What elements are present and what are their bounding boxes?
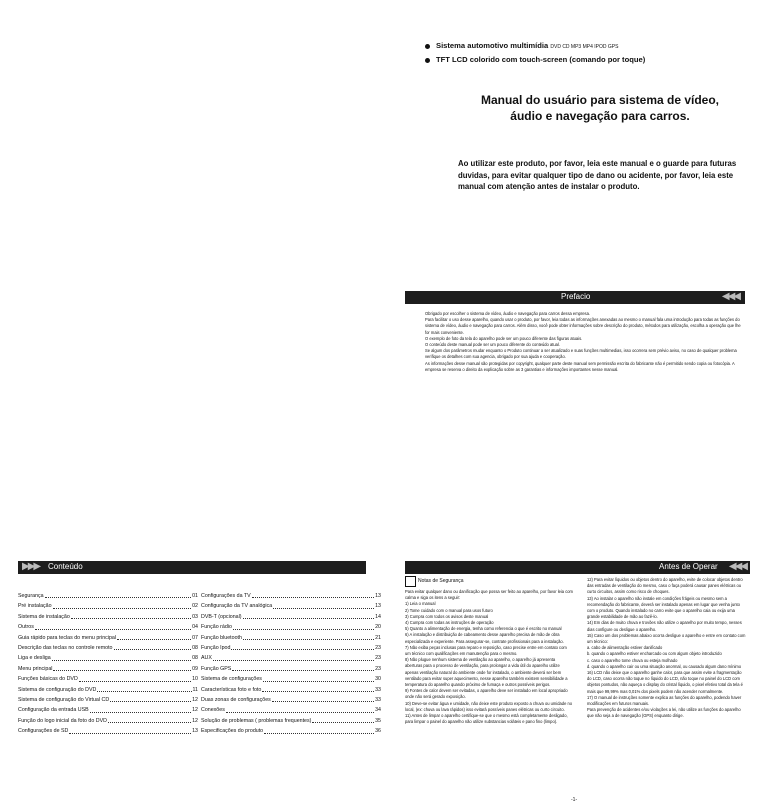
toc-entry-title: Conexões (201, 707, 225, 714)
toc-entry-title: Funções básicas do DVD (18, 676, 78, 683)
toc-leader (312, 716, 374, 723)
antes-title: Antes de Operar (659, 562, 718, 571)
bullet-item (425, 55, 755, 64)
conteudo-header-bar (18, 561, 366, 574)
safety-note: 14) Em dias de muito chuva e trovões não utilize o aparelho por muito tempo, nesses dias configure ou desligue o aparelho. (587, 620, 742, 632)
toc-entry (201, 612, 381, 622)
prefacio-paragraph: Para facilitar o uso desse aparelho, quando usar o produto, por favor, leia todas as informações anexadas ao mesmo o manual fala uma introdução para todas as funções do sistema de vídeo, áudio e navegação para carros. Além disso, você pode obter informações sobre descrição do produto, métodos para utilização, escolha a operação que lhe for mais conveniente. (425, 317, 741, 335)
toc-entry-page: 13 (375, 603, 381, 610)
toc-entry (201, 664, 381, 674)
toc-entry (201, 591, 381, 601)
toc-entry-page: 33 (375, 686, 381, 693)
toc-leader (232, 664, 374, 671)
manual-title (455, 92, 745, 124)
toc-entry (18, 685, 198, 695)
toc-entry-page: 09 (192, 665, 198, 672)
conteudo-title: Conteúdo (48, 562, 83, 571)
prefacio-paragraph: O conteúdo deste manual pode ser um pouco diferente do conteúdo atual. (425, 342, 560, 348)
safety-note: 12) Para evitar líquidos ou objetos dentro do aparelho, evite de colocar objetos dentro das entradas de ventilação do mesmo, caso o faça poderá causar panes elétricas ou curto circuitos, assim como risco de choques. (587, 577, 743, 595)
toc-entry-page: 23 (375, 655, 381, 662)
toc-leader (231, 643, 374, 650)
toc-leader (243, 633, 374, 640)
toc-entry-page: 12 (192, 717, 198, 724)
toc-entry-page: 13 (192, 728, 198, 735)
toc-entry (18, 622, 198, 632)
toc-right-column (201, 591, 381, 737)
toc-entry-title: Configuração da TV analógica (201, 603, 273, 610)
toc-entry (201, 726, 381, 736)
toc-leader (117, 633, 191, 640)
toc-entry (18, 612, 198, 622)
toc-leader (213, 653, 374, 660)
prefacio-header-bar (405, 291, 745, 304)
toc-entry-title: Duas zonas de configurações (201, 697, 271, 704)
cover-bullets (425, 41, 755, 69)
toc-leader (273, 601, 374, 608)
toc-leader (263, 674, 374, 681)
toc-leader (233, 622, 374, 629)
toc-entry-page: 35 (375, 717, 381, 724)
prefacio-paragraph: Obrigado por escolher o sistema de vídeo, áudio e navegação para carros dessa empresa. (425, 311, 590, 316)
toc-leader (262, 685, 374, 692)
toc-entry (201, 643, 381, 653)
toc-entry-title: Liga e desliga (18, 655, 51, 662)
safety-note: 5) Quanto a alimentação de energia, tenha como referencia o que é escrito no manual (405, 626, 562, 632)
toc-entry-title: Função GPS (201, 665, 232, 672)
toc-entry-title: Especificações do produto (201, 728, 264, 735)
antes-column-2 (587, 577, 747, 720)
toc-leader (252, 591, 374, 598)
toc-entry-page: 11 (192, 686, 198, 693)
toc-leader (71, 612, 191, 619)
prefacio-paragraph: As informações desse manual são protegidas por copyright, qualquer parte deste manual sem permissão escrita do fabricante não é permitido sendo copia ou fotocópia. A empresa se reserva o direito da explicação sobre as 3 garantias e informações importantes nesse manual. (425, 360, 735, 372)
safety-note: 2) Tome cuidado com o manual para usos futuro (405, 607, 493, 613)
toc-leader (53, 664, 191, 671)
safety-note: 13) Ao instalar o aparelho não instale em condições frágeis ou mesmo sem a recomendação do fabricante, deverá ser instalado apenas em lugar que venha junto com o produto. Quando instalado no carro evite que o aparelho caia ou exija uma grande estabilidade de mão ao fazê-lo. (587, 595, 740, 620)
safety-note: a. cabo de alimentação estiver danificado (587, 645, 663, 651)
safety-note: 4) Cumpra com todas as instruções de operação (405, 620, 494, 626)
toc-entry (18, 601, 198, 611)
toc-entry (201, 705, 381, 715)
toc-entry (18, 653, 198, 663)
toc-entry-title: Solução de problemas ( problemas frequentes) (201, 717, 312, 724)
toc-entry (18, 591, 198, 601)
toc-entry-title: Pré instalação (18, 603, 52, 610)
toc-entry (18, 674, 198, 684)
safety-note: Para prevenção de acidentes e/ou violações a lei, não utilize as funções do aparelho que não seja a de navegação (GPS) enquanto dirige. (587, 707, 741, 719)
safety-note: 15) Caso um dos problemas abaixo ocorra desligue o aparelho e entre em contato com um técnico: (587, 632, 746, 645)
toc-entry-title: Outros (18, 624, 34, 631)
toc-entry (201, 653, 381, 663)
toc-entry-title: Segurança (18, 593, 44, 599)
safety-note: d. quando o aparelho cair ou uma situação anormal, ou causado algum dano mínimo (587, 663, 742, 669)
toc-entry-title: Características foto e foto (201, 686, 262, 693)
intro-paragraph: Ao utilizar este produto, por favor, leia este manual e o guarde para futuras duvidas, para evitar qualquer tipo de dano ou acidente, por favor, leia este manual com atenção antes de instalar o produto. (458, 159, 737, 191)
arrows-icon: ◀◀◀ (721, 291, 739, 302)
toc-entry-page: 36 (375, 728, 381, 735)
toc-entry-page: 08 (192, 655, 198, 662)
toc-entry-title: Sistema de configurações (201, 676, 262, 683)
toc-entry (18, 716, 198, 726)
safety-note: 7) Não exiba peças inclusas para reparo e reposição, caso precise entre em contato com um técnico com qualificações em manutenção para o mesmo. (405, 644, 567, 657)
toc-leader (110, 695, 191, 702)
toc-leader (79, 674, 191, 681)
toc-entry-title: Sistema de instalação (18, 613, 70, 620)
toc-entry-title: Sistema de configuração do Virtual CD (18, 697, 110, 704)
toc-leader (272, 695, 374, 702)
toc-entry-page: 01 (192, 593, 198, 599)
safety-note: 1) Leia o manual (405, 601, 436, 607)
toc-entry (201, 695, 381, 705)
toc-leader (35, 622, 191, 629)
toc-entry (18, 695, 198, 705)
prefacio-paragraph: Se algum dos parâmetros mudar enquanto o Produto continuar a ser atualizado e suas funções multimedias, isso ocorrera sem prévio aviso, no caso de qualquer problema verifique os detalhes com sua agencia, obrigado por sua ajuda e cooperação. (425, 348, 737, 360)
toc-entry-title: Função Ipod (201, 645, 231, 652)
toc-entry (201, 685, 381, 695)
toc-entry-title: Sistema de configuração do DVD (18, 686, 97, 693)
toc-entry (18, 705, 198, 715)
bullet-text: Sistema automotivo multimídia (436, 41, 549, 50)
arrows-icon: ◀◀◀ (728, 561, 746, 572)
toc-entry-page: 03 (192, 613, 198, 620)
bullet-dot-icon (425, 58, 430, 63)
toc-leader (114, 643, 192, 650)
toc-entry-title: Descrição das teclas no controle remoto (18, 645, 113, 652)
toc-leader (97, 685, 191, 692)
page-number: -1- (571, 797, 578, 803)
bullet-suffix: DVD CD MP3 MP4 IPOD GPS (550, 44, 619, 50)
toc-leader (90, 705, 191, 712)
safety-note: 16) LCD não deixe que o aparelho ganhe calor, para que assim evite a fragmentação do LCD, caso ocorra não toque no líquido do LCD, não toque no painel do LCD com objetos pontudos, não aqueça o display do cristal líquido, o pixel efetivo total da tela é mais que 99,99% mas 0,01% dos pixels podem não acender normalmente. (587, 670, 743, 694)
toc-entry-page: 07 (192, 634, 198, 641)
safety-note: b. quando o aparelho estiver encharcado ou com algum objeto introduzido (587, 651, 722, 657)
toc-leader (264, 726, 374, 733)
toc-entry-page: 20 (375, 624, 381, 631)
toc-entry (201, 622, 381, 632)
safety-note: 3) Cumpra com todos os avisos deste manual (405, 613, 489, 619)
toc-entry (18, 643, 198, 653)
toc-entry-title: AUX (201, 655, 212, 662)
toc-entry-page: 23 (375, 665, 381, 672)
toc-entry-title: Guia rápido para teclas do menu principal (18, 634, 117, 641)
checkbox-icon (405, 576, 416, 587)
toc-entry-title: Configurações da TV (201, 593, 251, 599)
toc-leader (243, 612, 375, 619)
antes-header-bar (405, 561, 750, 574)
prefacio-paragraph: O exemplo de foto da tela do aparelho pode ser um pouco diferente das figuras atuais. (425, 335, 583, 341)
toc-entry-title: Configurações de SD (18, 728, 69, 735)
toc-entry (201, 633, 381, 643)
toc-entry-page: 08 (192, 645, 198, 652)
prefacio-body (425, 311, 745, 373)
toc-entry-page: 04 (192, 624, 198, 631)
toc-leader (69, 726, 191, 733)
toc-entry (18, 633, 198, 643)
safety-note: 10) Deve-se evitar água e umidade, não deixe este produto exposto a chuva ou umidade no local, (ex: chuva ou lava rápidos) isso evitará possíveis panes elétricas ou curto circuito. (405, 700, 573, 712)
toc-leader (226, 705, 374, 712)
toc-leader (108, 716, 191, 723)
safety-note: Para evitar qualquer dano ou danificação que possa ser feito ao aparelho, por favor leia com calma e siga os itens a seguir: (405, 589, 573, 601)
toc-entry-page: 30 (375, 676, 381, 683)
toc-entry-page: 12 (192, 697, 198, 704)
toc-entry-title: Função rádio (201, 624, 232, 631)
bullet-text: TFT LCD colorido com touch-screen (comando por toque) (436, 55, 646, 64)
toc-entry-page: 33 (375, 697, 381, 704)
toc-entry-page: 14 (375, 613, 381, 620)
title-line-1: Manual do usuário para sistema de vídeo, (480, 93, 720, 107)
toc-entry (201, 716, 381, 726)
toc-entry-title: Menu principal (18, 665, 53, 672)
toc-leader (53, 601, 192, 608)
toc-leader (45, 591, 191, 598)
toc-entry-page: 02 (192, 603, 198, 610)
toc-entry (201, 674, 381, 684)
toc-left-column (18, 591, 198, 737)
toc-entry-title: Função bluetooth (201, 634, 242, 641)
toc-entry-page: 13 (375, 593, 381, 599)
toc-entry (18, 664, 198, 674)
safety-note: 8) Não plugue nenhum sistema de ventilação ao aparelho, o aparelho já apresenta aberturas para o processo de ventilação, para prolongar a vida útil do aparelho utilize apenas ventilação natural do ambiente onde for instalado, o ambiente deverá ser bem ventilado para evitar super aquecimento, nesse aparelho também existem sensibilidade a temperatura do aparelho quando próximo de fumaça e outros possíveis perigos. (405, 657, 568, 688)
toc-entry-page: 21 (375, 634, 381, 641)
safety-note: 17) O manual de instruções somente explica as funções do aparelho, podendo haver modificações em futuros manuais. (587, 694, 742, 707)
title-line-2: áudio e navegação para carros. (510, 109, 690, 123)
toc-entry-title: Configuração da entrada USB (18, 707, 89, 714)
safety-note: 11) Antes de limpar o aparelho certifique-se que o mesmo está completamente desligado, para limpar o painel do aparelho não utilize substancias voláteis e pano fino (limpo). (405, 713, 568, 725)
toc-entry-page: 23 (375, 645, 381, 652)
toc-entry-page: 34 (375, 707, 381, 714)
safety-note: c. caso o aparelho tome chuva ou esteja molhado (587, 657, 678, 663)
bullet-dot-icon (425, 44, 430, 49)
toc-entry (18, 726, 198, 736)
antes-column-1 (405, 589, 573, 725)
toc-entry-page: 12 (192, 707, 198, 714)
notes-title: Notas de Segurança (418, 578, 464, 584)
toc-entry (201, 601, 381, 611)
arrows-icon: ▶▶▶ (22, 561, 40, 572)
toc-entry-page: 10 (192, 676, 198, 683)
safety-note: 6) A instalação e distribuição de cabeamento desse aparelho precisa de mão de obra especializada e experiente. Para assegurar-se, contrate profissionais para a instalação. (405, 632, 564, 644)
toc-leader (52, 653, 191, 660)
prefacio-title: Prefacio (561, 292, 591, 301)
bullet-item (425, 41, 755, 50)
toc-entry-title: Função do logo inicial da foto do DVD (18, 717, 107, 724)
safety-note: 9) Fontes de calor devem ser evitadas, o aparelho deve ser instalado em local apropriado onde não será gerado exposição. (405, 688, 568, 700)
toc-entry-title: DVB-T (opcional) (201, 613, 242, 620)
